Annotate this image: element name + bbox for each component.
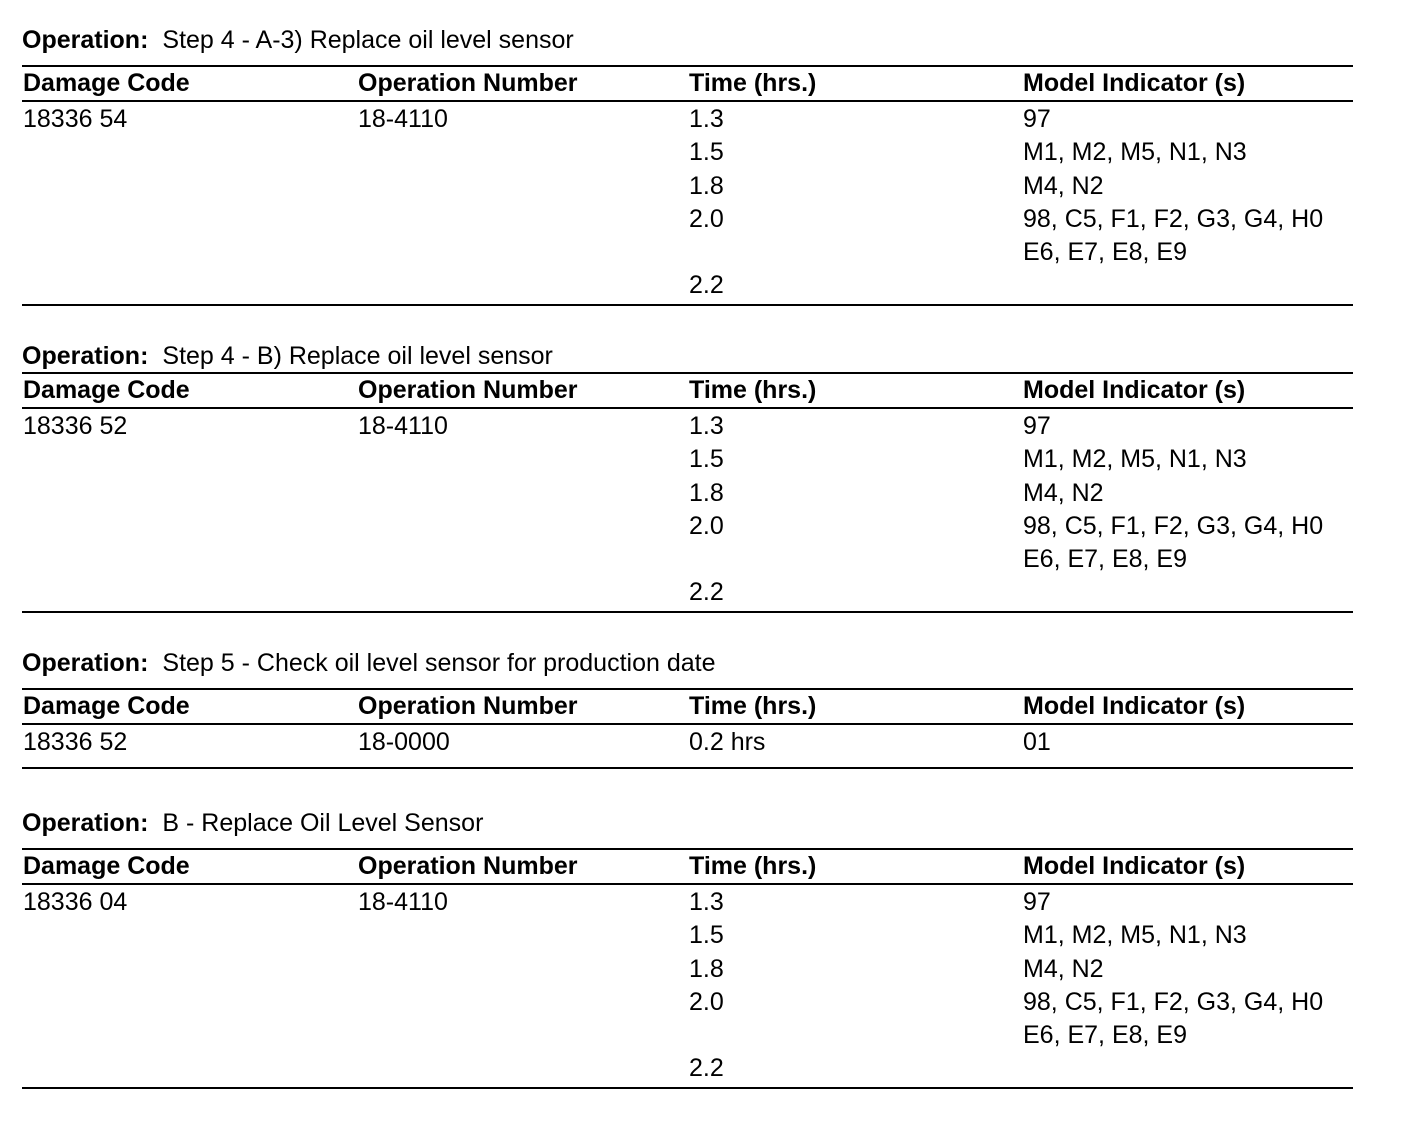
table-row: [22, 576, 1353, 609]
table-row: [22, 269, 1353, 302]
table-header: [22, 67, 1353, 102]
header-model-indicator: Model Indicator (s): [1023, 376, 1246, 404]
model-indicator-cell: M4, N2: [1023, 954, 1104, 983]
header-damage-code: Damage Code: [23, 692, 190, 720]
table-row: [22, 477, 1353, 510]
table-header: [22, 690, 1353, 725]
time-cell: 1.5: [689, 445, 724, 474]
time-cell: 1.8: [689, 954, 724, 983]
damage-code-cell: 18336 52: [23, 412, 128, 440]
model-indicator-cell: 01: [1023, 728, 1051, 756]
table-row: [22, 1019, 1353, 1052]
operation-number-cell: [358, 236, 689, 269]
header-time: Time (hrs.): [689, 852, 817, 880]
time-cell: 2.0: [689, 987, 724, 1016]
operation-label: Operation:: [22, 809, 149, 837]
operation-label: Operation:: [22, 342, 149, 370]
time-cell: 1.5: [689, 921, 724, 950]
operation-number-cell: [358, 136, 689, 169]
time-cell: [689, 543, 1023, 576]
operation-number-cell: 18-4110: [358, 105, 448, 133]
table-header: [22, 374, 1353, 409]
operation-section: [22, 341, 1353, 613]
operation-section: [22, 25, 1353, 306]
time-cell: 1.3: [689, 412, 724, 440]
damage-code-cell: [22, 170, 358, 203]
model-indicator-cell: 98, C5, F1, F2, G3, G4, H0: [1023, 987, 1324, 1016]
operation-section: [22, 648, 1353, 769]
model-indicator-cell: 98, C5, F1, F2, G3, G4, H0: [1023, 511, 1324, 540]
operation-title: [22, 25, 1353, 55]
model-indicator-cell: [1023, 576, 1353, 609]
model-indicator-cell: E6, E7, E8, E9: [1023, 238, 1187, 267]
operation-description: B - Replace Oil Level Sensor: [162, 809, 484, 837]
model-indicator-cell: 98, C5, F1, F2, G3, G4, H0: [1023, 204, 1324, 233]
damage-code-cell: [22, 1052, 358, 1085]
header-damage-code: Damage Code: [23, 69, 190, 97]
damage-code-cell: [22, 1019, 358, 1052]
header-model-indicator: Model Indicator (s): [1023, 852, 1246, 880]
model-indicator-cell: [1023, 269, 1353, 302]
operation-description: Step 5 - Check oil level sensor for production date: [162, 649, 716, 677]
operation-number-cell: [358, 443, 689, 476]
damage-code-cell: [22, 136, 358, 169]
table-row: [22, 986, 1353, 1019]
time-cell: 0.2 hrs: [689, 728, 766, 756]
time-cell: 2.2: [689, 578, 724, 607]
table-row: [22, 103, 1353, 136]
operation-title: [22, 648, 1353, 678]
operation-number-cell: [358, 269, 689, 302]
table-row: [22, 953, 1353, 986]
damage-code-cell: [22, 576, 358, 609]
table-row: [22, 443, 1353, 476]
table-body: [22, 725, 1353, 769]
damage-code-cell: [22, 986, 358, 1019]
table-row: [22, 203, 1353, 236]
operation-description: Step 4 - B) Replace oil level sensor: [162, 342, 553, 370]
damage-code-cell: [22, 953, 358, 986]
model-indicator-cell: M1, M2, M5, N1, N3: [1023, 921, 1247, 950]
damage-code-cell: [22, 269, 358, 302]
operation-number-cell: [358, 510, 689, 543]
time-cell: [689, 236, 1023, 269]
time-cell: 1.8: [689, 478, 724, 507]
model-indicator-cell: E6, E7, E8, E9: [1023, 1021, 1187, 1050]
time-cell: 2.0: [689, 511, 724, 540]
model-indicator-cell: M1, M2, M5, N1, N3: [1023, 445, 1247, 474]
table-body: [22, 102, 1353, 306]
operation-title: [22, 808, 1353, 838]
model-indicator-cell: 97: [1023, 105, 1051, 133]
header-operation-number: Operation Number: [358, 852, 578, 880]
damage-code-cell: [22, 919, 358, 952]
damage-code-cell: 18336 04: [23, 888, 128, 916]
header-time: Time (hrs.): [689, 69, 817, 97]
table-row: [22, 170, 1353, 203]
operation-number-cell: 18-0000: [358, 728, 450, 756]
table-row: [22, 886, 1353, 919]
time-cell: 2.2: [689, 1054, 724, 1083]
time-cell: 1.5: [689, 138, 724, 167]
operation-title: [22, 341, 1353, 371]
operation-number-cell: [358, 203, 689, 236]
table-row: [22, 543, 1353, 576]
operation-number-cell: [358, 170, 689, 203]
model-indicator-cell: M1, M2, M5, N1, N3: [1023, 138, 1247, 167]
table-row: [22, 236, 1353, 269]
damage-code-cell: 18336 54: [23, 105, 128, 133]
header-damage-code: Damage Code: [23, 376, 190, 404]
operation-section: [22, 808, 1353, 1089]
time-cell: [689, 1019, 1023, 1052]
operation-number-cell: [358, 477, 689, 510]
operation-number-cell: [358, 986, 689, 1019]
operation-number-cell: [358, 1052, 689, 1085]
operation-number-cell: [358, 919, 689, 952]
damage-code-cell: [22, 510, 358, 543]
operation-number-cell: [358, 953, 689, 986]
table-row: [22, 726, 1353, 759]
header-operation-number: Operation Number: [358, 376, 578, 404]
header-operation-number: Operation Number: [358, 69, 578, 97]
model-indicator-cell: 97: [1023, 888, 1051, 916]
table-body: [22, 885, 1353, 1089]
damage-code-cell: [22, 443, 358, 476]
operation-number-cell: [358, 576, 689, 609]
operation-label: Operation:: [22, 26, 149, 54]
damage-code-cell: [22, 236, 358, 269]
header-damage-code: Damage Code: [23, 852, 190, 880]
table-header: [22, 850, 1353, 885]
operation-description: Step 4 - A-3) Replace oil level sensor: [162, 26, 574, 54]
table-row: [22, 136, 1353, 169]
damage-code-cell: [22, 203, 358, 236]
header-model-indicator: Model Indicator (s): [1023, 69, 1246, 97]
header-time: Time (hrs.): [689, 692, 817, 720]
model-indicator-cell: M4, N2: [1023, 478, 1104, 507]
time-cell: 1.3: [689, 105, 724, 133]
table-row: [22, 410, 1353, 443]
model-indicator-cell: E6, E7, E8, E9: [1023, 545, 1187, 574]
model-indicator-cell: 97: [1023, 412, 1051, 440]
time-cell: 1.8: [689, 171, 724, 200]
damage-code-cell: [22, 543, 358, 576]
table-row: [22, 1052, 1353, 1085]
table-row: [22, 919, 1353, 952]
damage-code-cell: [22, 477, 358, 510]
table-body: [22, 409, 1353, 613]
time-cell: 2.0: [689, 204, 724, 233]
operation-number-cell: 18-4110: [358, 412, 448, 440]
operation-number-cell: 18-4110: [358, 888, 448, 916]
time-cell: 2.2: [689, 271, 724, 300]
operation-number-cell: [358, 1019, 689, 1052]
time-cell: 1.3: [689, 888, 724, 916]
table-row: [22, 510, 1353, 543]
model-indicator-cell: [1023, 1052, 1353, 1085]
operation-number-cell: [358, 543, 689, 576]
header-time: Time (hrs.): [689, 376, 817, 404]
operation-label: Operation:: [22, 649, 149, 677]
damage-code-cell: 18336 52: [23, 728, 128, 756]
header-operation-number: Operation Number: [358, 692, 578, 720]
header-model-indicator: Model Indicator (s): [1023, 692, 1246, 720]
model-indicator-cell: M4, N2: [1023, 171, 1104, 200]
